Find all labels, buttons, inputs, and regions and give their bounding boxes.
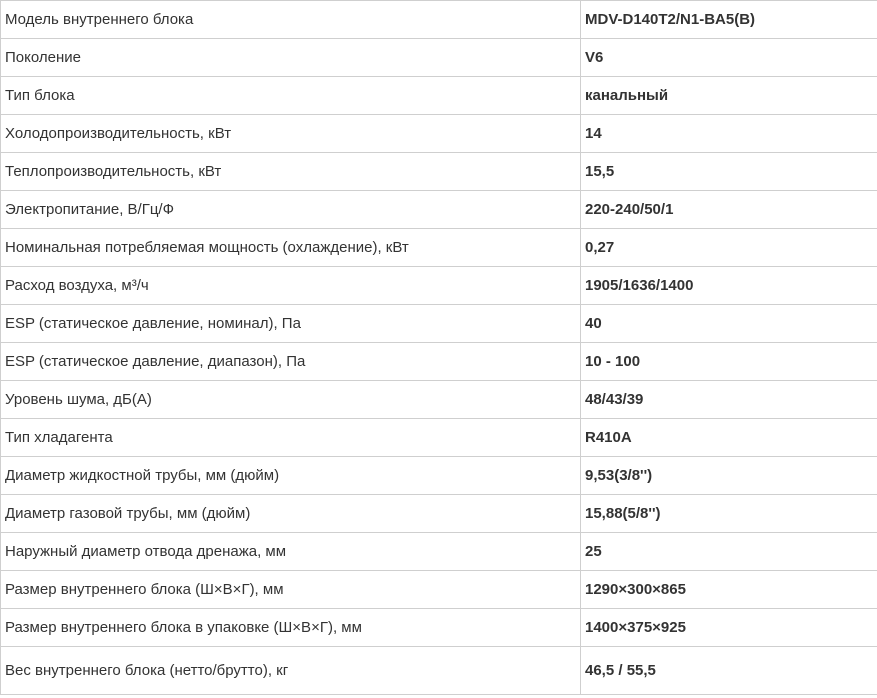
param-label: ESP (статическое давление, диапазон), Па (1, 343, 581, 381)
table-row (1, 457, 877, 495)
table-row (1, 419, 877, 457)
table-row (1, 495, 877, 533)
table-row (1, 229, 877, 267)
table-row (1, 609, 877, 647)
param-value: 46,5 / 55,5 (581, 647, 877, 695)
table-row (1, 77, 877, 115)
param-label: Номинальная потребляемая мощность (охлаждение), кВт (1, 229, 581, 267)
param-label: Расход воздуха, м³/ч (1, 267, 581, 305)
param-label: Тип блока (1, 77, 581, 115)
param-value: 15,5 (581, 153, 877, 191)
table-row (1, 647, 877, 695)
param-label: Уровень шума, дБ(А) (1, 381, 581, 419)
param-label: Размер внутреннего блока в упаковке (Ш×В×Г), мм (1, 609, 581, 647)
table-row (1, 305, 877, 343)
param-value: MDV-D140T2/N1-BA5(B) (581, 1, 877, 39)
table-row (1, 115, 877, 153)
param-label: Тип хладагента (1, 419, 581, 457)
param-value: 14 (581, 115, 877, 153)
param-value: 9,53(3/8'') (581, 457, 877, 495)
param-label: Холодопроизводительность, кВт (1, 115, 581, 153)
param-value: 25 (581, 533, 877, 571)
table-row (1, 1, 877, 39)
param-value: 220-240/50/1 (581, 191, 877, 229)
param-value: V6 (581, 39, 877, 77)
param-label: Теплопроизводительность, кВт (1, 153, 581, 191)
param-label: Диаметр газовой трубы, мм (дюйм) (1, 495, 581, 533)
table-row (1, 343, 877, 381)
table-row (1, 191, 877, 229)
param-value: 40 (581, 305, 877, 343)
param-label: Диаметр жидкостной трубы, мм (дюйм) (1, 457, 581, 495)
param-value: канальный (581, 77, 877, 115)
param-label: Размер внутреннего блока (Ш×В×Г), мм (1, 571, 581, 609)
table-row (1, 571, 877, 609)
table-row (1, 533, 877, 571)
table-row (1, 153, 877, 191)
table-row (1, 267, 877, 305)
param-label: Электропитание, В/Гц/Ф (1, 191, 581, 229)
table-row (1, 381, 877, 419)
param-value: 48/43/39 (581, 381, 877, 419)
param-value: 10 - 100 (581, 343, 877, 381)
param-label: Поколение (1, 39, 581, 77)
param-value: 0,27 (581, 229, 877, 267)
param-label: Вес внутреннего блока (нетто/брутто), кг (1, 647, 581, 695)
param-label: Модель внутреннего блока (1, 1, 581, 39)
param-value: 1290×300×865 (581, 571, 877, 609)
param-value: 15,88(5/8'') (581, 495, 877, 533)
param-value: 1400×375×925 (581, 609, 877, 647)
param-value: R410A (581, 419, 877, 457)
param-label: Наружный диаметр отвода дренажа, мм (1, 533, 581, 571)
table-row (1, 39, 877, 77)
param-label: ESP (статическое давление, номинал), Па (1, 305, 581, 343)
param-value: 1905/1636/1400 (581, 267, 877, 305)
